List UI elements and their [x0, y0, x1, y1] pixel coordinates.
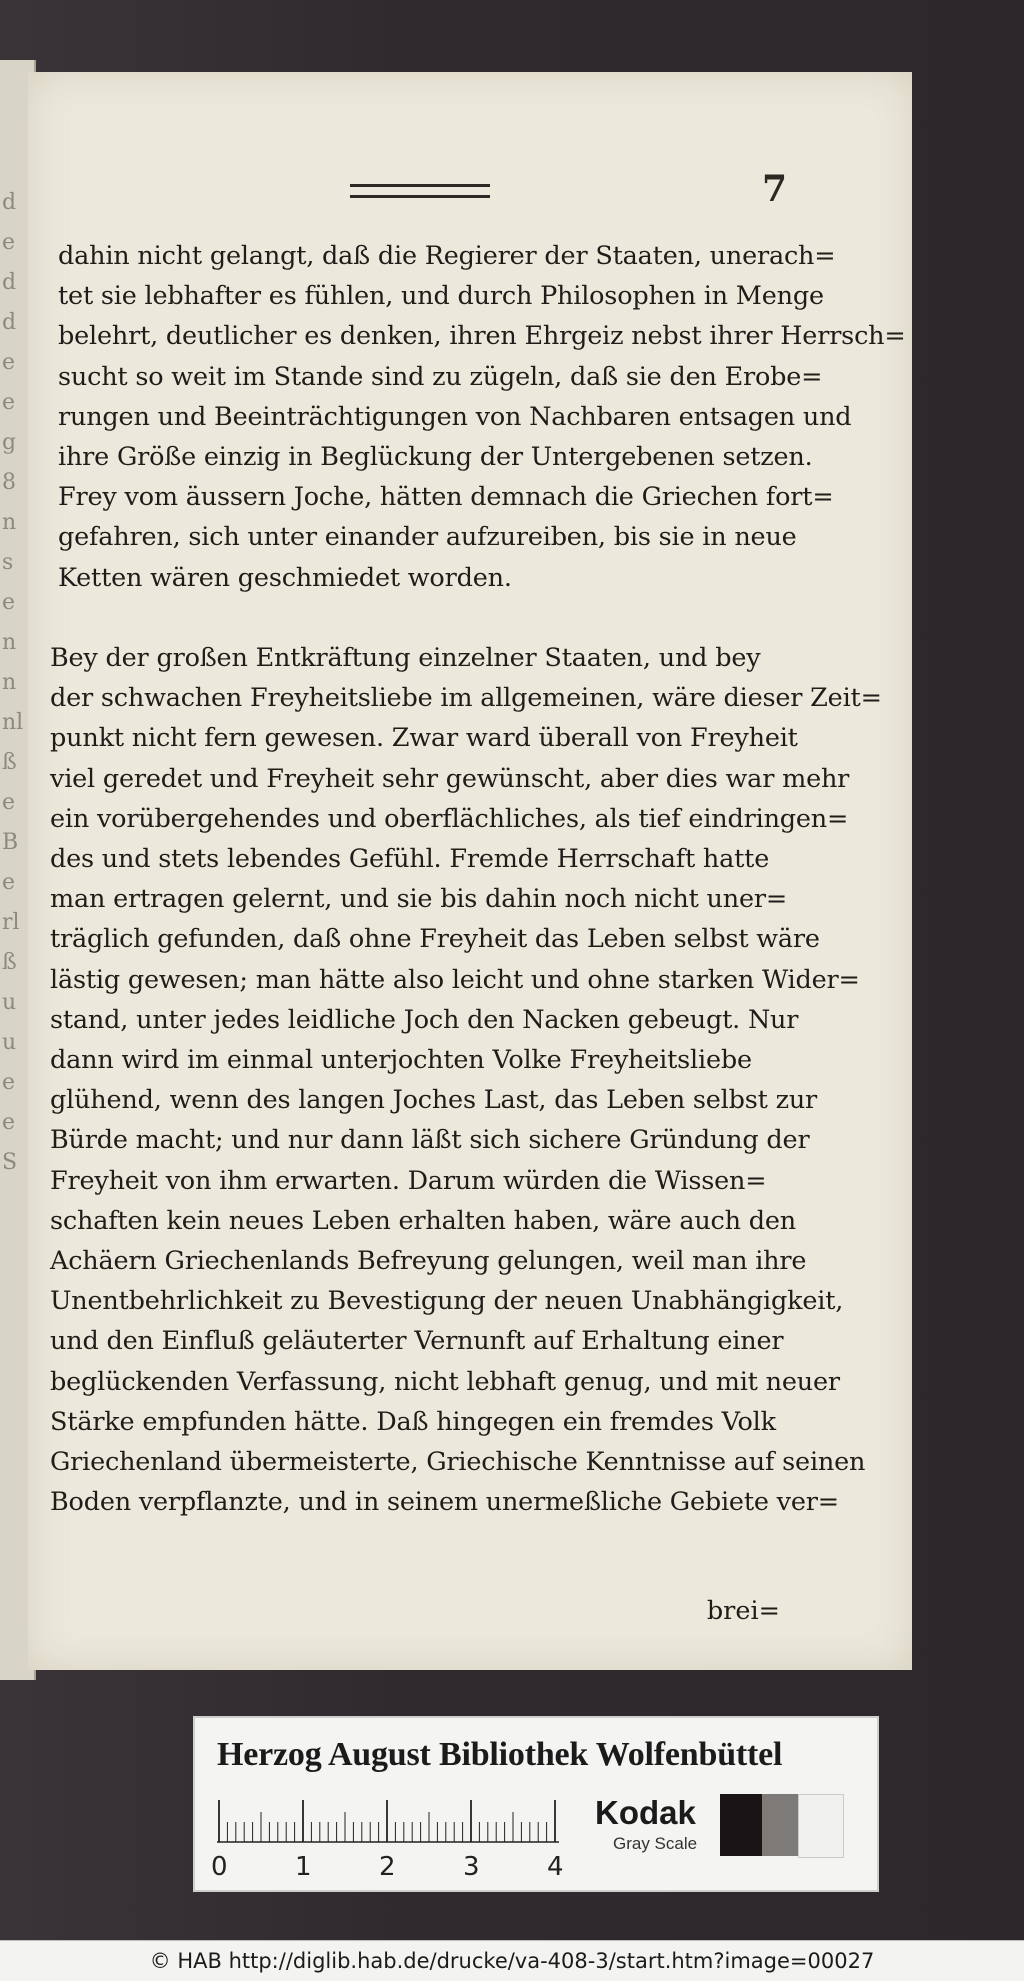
ruler-label: 4 [547, 1852, 564, 1882]
facing-page-fragment: nl [2, 710, 24, 735]
gray-scale-label: Gray Scale [613, 1834, 698, 1853]
facing-page-fragment: e [2, 1110, 16, 1135]
text-line: Stärke empfunden hätte. Daß hingegen ein fremdes Volk [50, 1406, 776, 1437]
facing-page-fragment: S [2, 1150, 18, 1175]
text-line: belehrt, deutlicher es denken, ihren Ehrgeiz nebst ihrer Herrsch= [58, 321, 906, 352]
header-rule [350, 184, 490, 198]
text-line: lästig gewesen; man hätte also leicht und ohne starken Wider= [50, 964, 860, 995]
library-name: Herzog August Bibliothek Wolfenbüttel [217, 1736, 783, 1773]
text-line: Unentbehrlichkeit zu Bevestigung der neuen Unabhängigkeit, [50, 1286, 844, 1317]
facing-page-fragment: n [2, 510, 17, 535]
text-line: punkt nicht fern gewesen. Zwar ward überall von Freyheit [50, 723, 798, 754]
text-line: Bey der großen Entkräftung einzelner Staaten, und bey [50, 643, 761, 673]
text-line: ein vorübergehendes und oberflächliches, als tief eindringen= [50, 803, 849, 834]
facing-page-fragment: g [2, 430, 17, 455]
text-line: dahin nicht gelangt, daß die Regierer der Staaten, unerach= [58, 241, 836, 271]
kodak-logo: Kodak [595, 1794, 696, 1831]
facing-page-fragment: e [2, 350, 16, 375]
catchword: brei= [706, 1596, 780, 1626]
facing-page-fragment: rl [2, 910, 20, 935]
text-line: und den Einfluß geläuterter Vernunft auf Erhaltung einer [50, 1326, 784, 1357]
text-line: rungen und Beeinträchtigungen von Nachbaren entsagen und [58, 401, 852, 432]
text-line: man ertragen gelernt, und sie bis dahin noch nicht uner= [50, 884, 788, 915]
facing-page-fragment: e [2, 590, 16, 615]
text-line: Frey vom äussern Joche, hätten demnach die Griechen fort= [58, 482, 834, 513]
gray-swatch [720, 1794, 762, 1856]
facing-page-fragment: B [2, 830, 19, 855]
text-line: Boden verpflanzte, und in seinem unermeßliche Gebiete ver= [50, 1487, 839, 1518]
text-line: beglückenden Verfassung, nicht lebhaft genug, und mit neuer [50, 1366, 840, 1397]
facing-page-fragment: e [2, 790, 16, 815]
ruler-label: 0 [211, 1852, 228, 1882]
text-line: des und stets lebendes Gefühl. Fremde Herrschaft hatte [50, 844, 770, 875]
page-number: 7 [762, 168, 788, 210]
text-line: Achäern Griechenlands Befreyung gelungen, weil man ihre [50, 1246, 807, 1277]
facing-page-fragment: u [2, 990, 17, 1015]
text-line: glühend, wenn des langen Joches Last, das Leben selbst zur [50, 1085, 818, 1116]
text-line: viel geredet und Freyheit sehr gewünscht, aber dies war mehr [50, 763, 850, 794]
text-line: tet sie lebhafter es fühlen, und durch Philosophen in Menge [58, 281, 824, 312]
facing-page-fragment: ß [2, 750, 17, 775]
facing-page-fragment: d [2, 190, 17, 215]
text-line: Bürde macht; und nur dann läßt sich sichere Gründung der [50, 1125, 810, 1156]
paragraph-2 [50, 638, 882, 1522]
text-line: ihre Größe einzig in Beglückung der Untergebenen setzen. [58, 442, 813, 473]
text-line: gefahren, sich unter einander aufzureiben, bis sie in neue [58, 522, 797, 553]
facing-page-fragment: d [2, 310, 17, 335]
facing-page-fragment: s [2, 550, 14, 575]
facing-page-fragment: n [2, 670, 17, 695]
text-line: träglich gefunden, daß ohne Freyheit das Leben selbst wäre [50, 924, 820, 955]
facing-page-fragment: 8 [2, 470, 16, 495]
text-line: sucht so weit im Stande sind zu zügeln, daß sie den Erobe= [58, 361, 823, 392]
gray-swatch [798, 1794, 844, 1858]
facing-page-fragment: e [2, 1070, 16, 1095]
text-line: stand, unter jedes leidliche Joch den Nacken gebeugt. Nur [50, 1004, 799, 1035]
text-line: Freyheit von ihm erwarten. Darum würden die Wissen= [50, 1165, 767, 1196]
text-line: der schwachen Freyheitsliebe im allgemeinen, wäre dieser Zeit= [50, 683, 882, 714]
ruler-label: 1 [295, 1852, 312, 1882]
facing-page-fragment: d [2, 270, 17, 295]
book-page [28, 72, 912, 1670]
ruler-label: 2 [379, 1852, 396, 1882]
facing-page-fragment: e [2, 230, 16, 255]
paragraph-1 [58, 236, 906, 598]
facing-page-fragment: e [2, 870, 16, 895]
color-target-card [193, 1716, 879, 1892]
gray-swatch [762, 1794, 798, 1856]
facing-page-fragment: ß [2, 950, 17, 975]
text-line: Ketten wären geschmiedet worden. [58, 562, 512, 593]
text-line: dann wird im einmal unterjochten Volke Freyheitsliebe [50, 1045, 752, 1076]
scale-ruler [217, 1800, 559, 1844]
facing-page-fragment: u [2, 1030, 17, 1055]
copyright-footer: © HAB http://diglib.hab.de/drucke/va-408-3/start.htm?image=00027 [0, 1940, 1024, 1981]
facing-page-fragment: n [2, 630, 17, 655]
ruler-label: 3 [463, 1852, 480, 1882]
text-line: Griechenland übermeisterte, Griechische Kenntnisse auf seinen [50, 1447, 866, 1478]
facing-page-fragment: e [2, 390, 16, 415]
text-line: schaften kein neues Leben erhalten haben, wäre auch den [50, 1205, 797, 1236]
